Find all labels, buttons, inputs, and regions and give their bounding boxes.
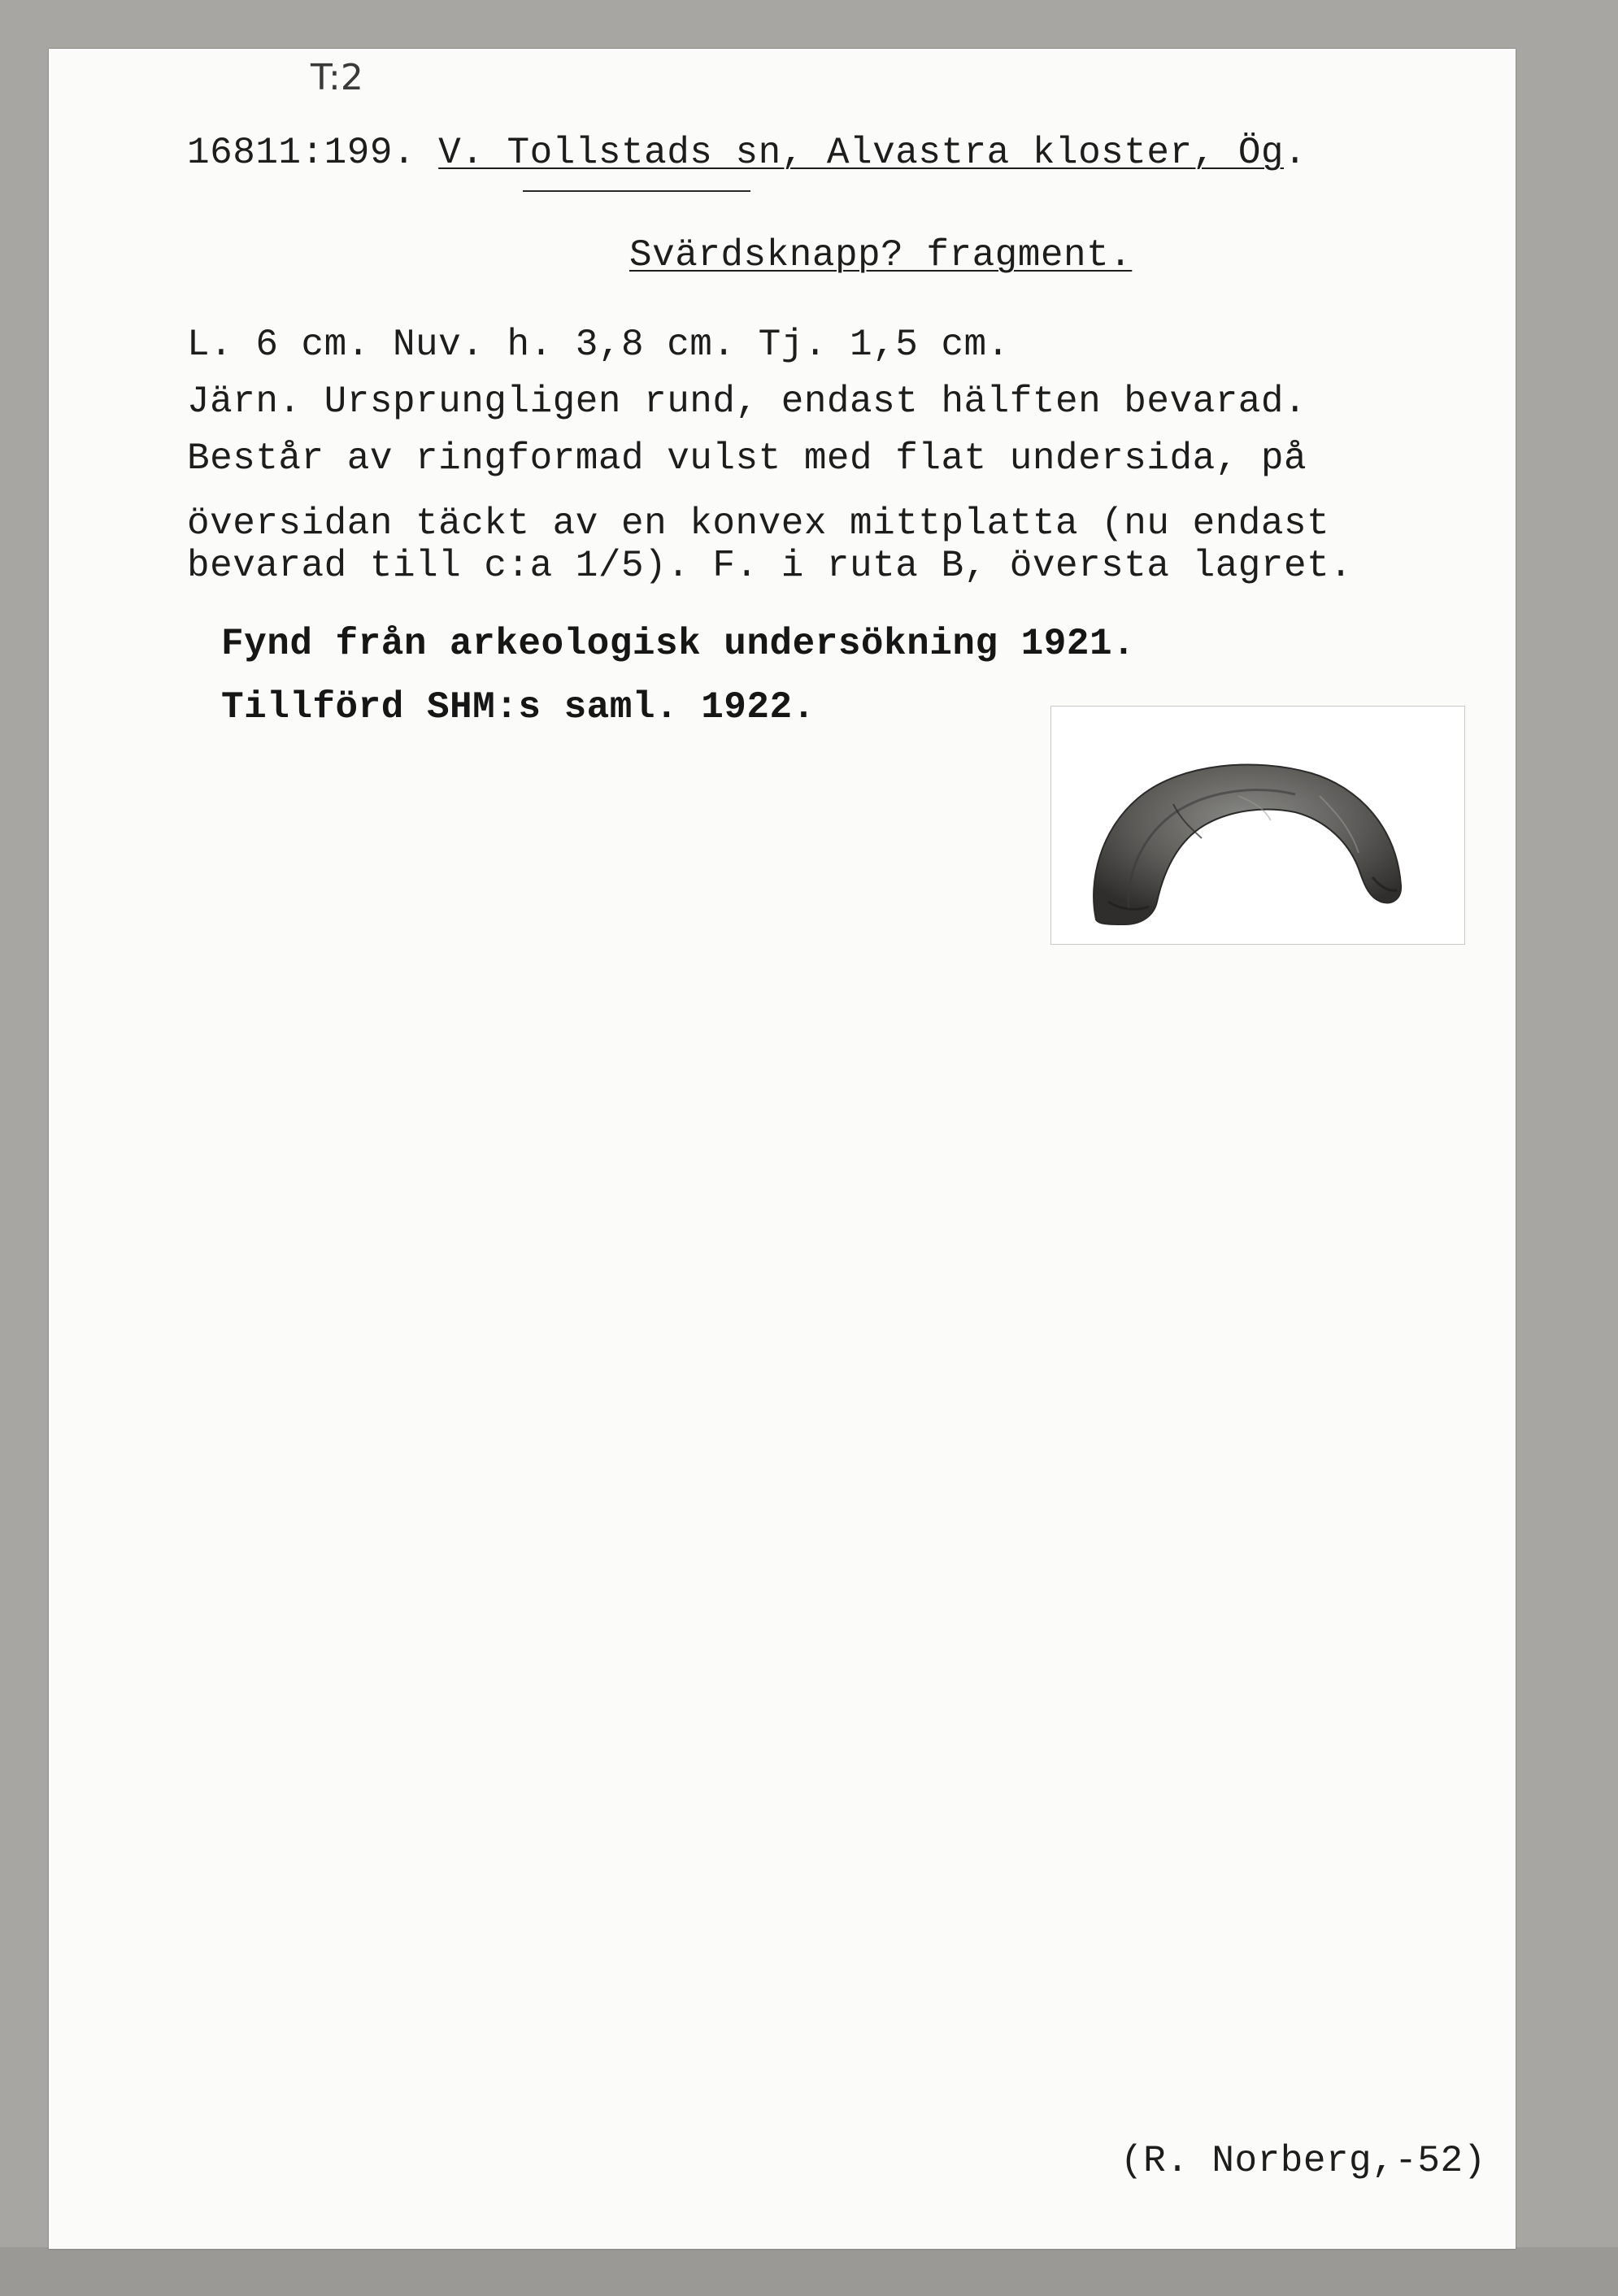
description-line-5: bevarad till c:a 1/5). F. i ruta B, översta lagret. (187, 545, 1353, 587)
description-line-4: översidan täckt av en konvex mittplatta (nu endast (187, 502, 1330, 545)
author-signature: (R. Norberg,-52) (1120, 2140, 1486, 2182)
catalog-card (49, 49, 1516, 2249)
object-photo (1050, 706, 1465, 945)
description-line-3: Består av ringformad vulst med flat undersida, på (187, 437, 1307, 480)
description-line-2: Järn. Ursprungligen rund, endast hälften bevarad. (187, 380, 1307, 423)
handwritten-note: T:2 (311, 57, 363, 98)
find-location: V. Tollstads sn, Alvastra kloster, Ög (438, 132, 1285, 174)
find-note-line-1: Fynd från arkeologisk undersökning 1921. (221, 623, 1136, 665)
sword-pommel-fragment-image (1051, 707, 1464, 944)
location-period: . (1284, 132, 1307, 174)
backdrop-strip (0, 2247, 1618, 2296)
header-rule (523, 190, 750, 192)
object-title: Svärdsknapp? fragment. (629, 234, 1133, 276)
description-line-1: L. 6 cm. Nuv. h. 3,8 cm. Tj. 1,5 cm. (187, 324, 1010, 366)
catalog-number: 16811:199. (187, 132, 416, 174)
card-header (187, 132, 1307, 174)
find-note-line-2: Tillförd SHM:s saml. 1922. (221, 686, 816, 728)
